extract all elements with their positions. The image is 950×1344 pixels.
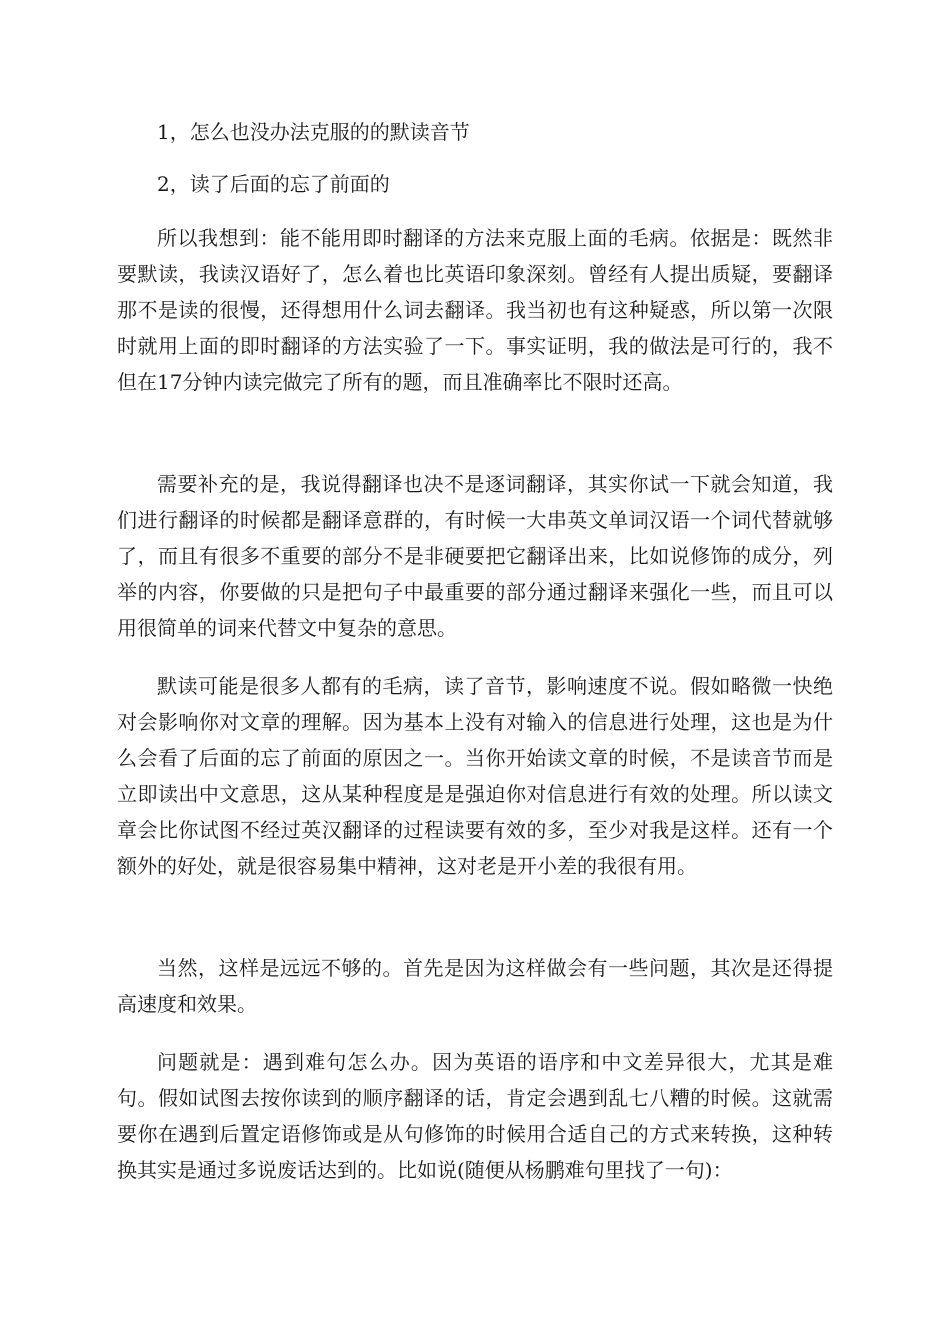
list-item-1 <box>117 114 833 150</box>
paragraph-block <box>117 668 833 884</box>
list-item-2 <box>117 166 833 202</box>
paragraph: 默读可能是很多人都有的毛病，读了音节，影响速度不说。假如略微一快绝对会影响你对文章的理解。因为基本上没有对输入的信息进行处理，这也是为什么会看了后面的忘了前面的原因之一。当你开始读文章的时候，不是读音节而是立即读出中文意思，这从某种程度是是强迫你对信息进行有效的处理。所以读文章会比你试图不经过英汉翻译的过程读要有效的多，至少对我是这样。还有一个额外的好处，就是很容易集中精神，这对老是开小差的我很有用。 <box>117 674 833 878</box>
paragraph: 当然，这样是远远不够的。首先是因为这样做会有一些问题，其次是还得提高速度和效果。 <box>117 956 833 1016</box>
paragraph-block <box>117 950 833 1022</box>
paragraph-block <box>117 1044 833 1188</box>
paragraph-block <box>117 466 833 646</box>
paragraph-block <box>117 220 833 400</box>
paragraph: 1，怎么也没办法克服的的默读音节 <box>157 120 470 144</box>
paragraph: 所以我想到：能不能用即时翻译的方法来克服上面的毛病。依据是：既然非要默读，我读汉语好了，怎么着也比英语印象深刻。曾经有人提出质疑，要翻译那不是读的很慢，还得想用什么词去翻译。我当初也有这种疑惑，所以第一次限时就用上面的即时翻译的方法实验了一下。事实证明，我的做法是可行的，我不但在17分钟内读完做完了所有的题，而且准确率比不限时还高。 <box>117 226 833 394</box>
paragraph: 需要补充的是，我说得翻译也决不是逐词翻译，其实你试一下就会知道，我们进行翻译的时候都是翻译意群的，有时候一大串英文单词汉语一个词代替就够了，而且有很多不重要的部分不是非硬要把它翻译出来，比如说修饰的成分，列举的内容，你要做的只是把句子中最重要的部分通过翻译来强化一些，而且可以用很简单的词来代替文中复杂的意思。 <box>117 472 833 640</box>
paragraph: 问题就是：遇到难句怎么办。因为英语的语序和中文差异很大，尤其是难句。假如试图去按你读到的顺序翻译的话，肯定会遇到乱七八糟的时候。这就需要你在遇到后置定语修饰或是从句修饰的时候用合适自己的方式来转换，这种转换其实是通过多说废话达到的。比如说(随便从杨鹏难句里找了一句)： <box>117 1050 833 1182</box>
paragraph: 2，读了后面的忘了前面的 <box>157 172 390 196</box>
